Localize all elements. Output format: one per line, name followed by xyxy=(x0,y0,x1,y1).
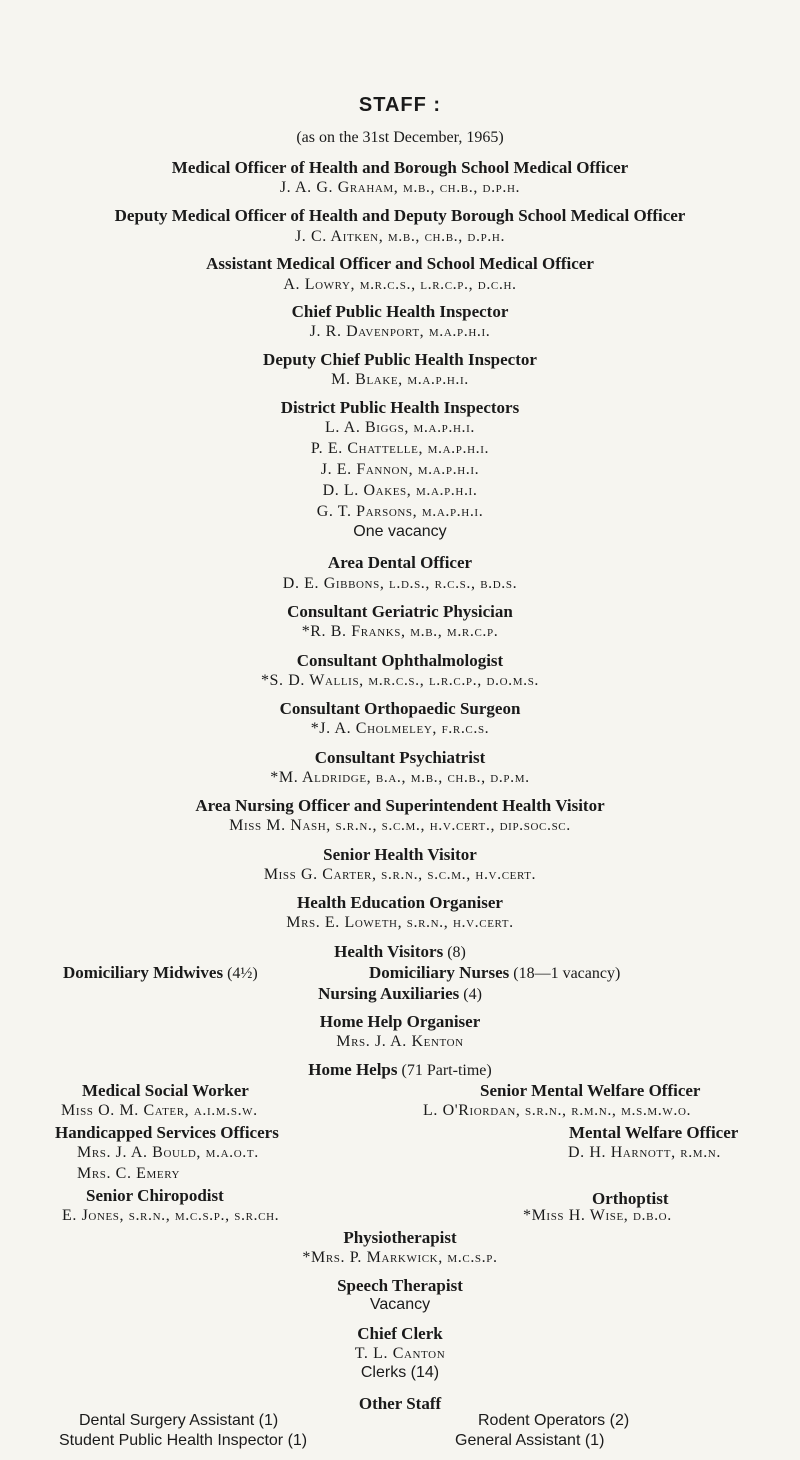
nursing-aux-label: Nursing Auxiliaries xyxy=(318,984,460,1003)
district-phi-name: P. E. Chattelle, m.a.p.h.i. xyxy=(310,440,490,457)
med-social-heading: Medical Social Worker xyxy=(82,1081,249,1100)
home-help-org-heading: Home Help Organiser xyxy=(319,1012,481,1031)
health-ed-heading: Health Education Organiser xyxy=(297,893,503,912)
page-title: STAFF : xyxy=(358,94,442,116)
dom-nurses-label: Domiciliary Nurses xyxy=(369,963,510,982)
assistant-mo-heading: Assistant Medical Officer and School Medical Officer xyxy=(206,254,594,273)
health-visitors-label: Health Visitors xyxy=(334,942,444,961)
chief-phi-name: J. R. Davenport, m.a.p.h.i. xyxy=(309,323,491,340)
deputy-chief-phi-heading: Deputy Chief Public Health Inspector xyxy=(263,350,537,369)
nursing-aux-count: (4) xyxy=(463,986,482,1003)
other-staff-heading: Other Staff xyxy=(358,1394,442,1413)
senior-hv-heading: Senior Health Visitor xyxy=(323,845,477,864)
chiropodist-name: E. Jones, s.r.n., m.c.s.p., s.r.ch. xyxy=(62,1207,280,1224)
orthopaedic-heading: Consultant Orthopaedic Surgeon xyxy=(279,699,521,718)
chief-phi-heading: Chief Public Health Inspector xyxy=(291,302,509,321)
orthoptist-heading: Orthoptist xyxy=(592,1189,669,1208)
home-helps-line xyxy=(0,1060,800,1080)
psychiatrist-heading: Consultant Psychiatrist xyxy=(314,748,486,767)
senior-mwo-name: L. O'Riordan, s.r.n., r.m.n., m.s.m.w.o. xyxy=(423,1102,692,1119)
moh-heading: Medical Officer of Health and Borough School Medical Officer xyxy=(171,158,629,177)
psychiatrist-name: *M. Aldridge, b.a., m.b., ch.b., d.p.m. xyxy=(270,769,530,786)
student-line: Student Public Health Inspector (1) xyxy=(59,1432,308,1449)
handicapped-name: Mrs. C. Emery xyxy=(77,1165,181,1182)
rodent-line: Rodent Operators (2) xyxy=(478,1412,630,1429)
mwo-name: D. H. Harnott, r.m.n. xyxy=(568,1144,721,1161)
deputy-chief-phi-name: M. Blake, m.a.p.h.i. xyxy=(331,371,469,388)
orthopaedic-name: *J. A. Cholmeley, f.r.c.s. xyxy=(310,720,490,737)
district-phi-name: G. T. Parsons, m.a.p.h.i. xyxy=(316,503,484,520)
midwives-label: Domiciliary Midwives xyxy=(63,963,224,982)
chiropodist-heading: Senior Chiropodist xyxy=(86,1186,224,1205)
home-help-org-name: Mrs. J. A. Kenton xyxy=(336,1033,464,1050)
nursing-aux-line xyxy=(0,984,800,1004)
handicapped-name: Mrs. J. A. Bould, m.a.o.t. xyxy=(77,1144,259,1161)
dental-asst-line: Dental Surgery Assistant (1) xyxy=(79,1412,279,1429)
midwives-line xyxy=(63,963,258,983)
health-ed-name: Mrs. E. Loweth, s.r.n., h.v.cert. xyxy=(286,914,514,931)
senior-mwo-heading: Senior Mental Welfare Officer xyxy=(480,1081,701,1100)
med-social-name: Miss O. M. Cater, a.i.m.s.w. xyxy=(61,1102,258,1119)
geriatric-name: *R. B. Franks, m.b., m.r.c.p. xyxy=(301,623,499,640)
orthoptist-name: *Miss H. Wise, d.b.o. xyxy=(523,1207,672,1224)
ophthalmologist-name: *S. D. Wallis, m.r.c.s., l.r.c.p., d.o.m.s. xyxy=(260,672,540,689)
chief-clerk-heading: Chief Clerk xyxy=(357,1324,443,1343)
area-dental-name: D. E. Gibbons, l.d.s., r.c.s., b.d.s. xyxy=(282,575,518,592)
district-phi-name: D. L. Oakes, m.a.p.h.i. xyxy=(322,482,478,499)
chief-clerk-name: T. L. Canton xyxy=(354,1345,446,1362)
area-nursing-name: Miss M. Nash, s.r.n., s.c.m., h.v.cert., dip.soc.sc. xyxy=(229,817,571,834)
speech-heading: Speech Therapist xyxy=(337,1276,463,1295)
dom-nurses-line xyxy=(369,963,620,983)
clerks-line: Clerks (14) xyxy=(360,1364,440,1381)
home-helps-count: (71 Part-time) xyxy=(401,1062,492,1079)
district-phi-vacancy: One vacancy xyxy=(353,523,447,540)
general-line: General Assistant (1) xyxy=(455,1432,605,1449)
district-phi-name: J. E. Fannon, m.a.p.h.i. xyxy=(320,461,480,478)
physio-heading: Physiotherapist xyxy=(343,1228,457,1247)
dom-nurses-count: (18—1 vacancy) xyxy=(513,965,621,982)
handicapped-heading: Handicapped Services Officers xyxy=(55,1123,279,1142)
mwo-heading: Mental Welfare Officer xyxy=(569,1123,739,1142)
speech-name: Vacancy xyxy=(369,1296,431,1313)
home-helps-label: Home Helps xyxy=(308,1060,398,1079)
geriatric-heading: Consultant Geriatric Physician xyxy=(287,602,513,621)
deputy-moh-name: J. C. Aitken, m.b., ch.b., d.p.h. xyxy=(294,228,506,245)
district-phi-heading: District Public Health Inspectors xyxy=(280,398,520,417)
area-dental-heading: Area Dental Officer xyxy=(327,553,473,572)
moh-name: J. A. G. Graham, m.b., ch.b., d.p.h. xyxy=(279,179,521,196)
health-visitors-line xyxy=(0,942,800,962)
health-visitors-count: (8) xyxy=(447,944,466,961)
deputy-moh-heading: Deputy Medical Officer of Health and Deputy Borough School Medical Officer xyxy=(114,206,686,225)
physio-name: *Mrs. P. Markwick, m.c.s.p. xyxy=(302,1249,498,1266)
assistant-mo-name: A. Lowry, m.r.c.s., l.r.c.p., d.c.h. xyxy=(283,276,517,293)
midwives-count: (4½) xyxy=(227,965,258,982)
ophthalmologist-heading: Consultant Ophthalmologist xyxy=(296,651,504,670)
senior-hv-name: Miss G. Carter, s.r.n., s.c.m., h.v.cert. xyxy=(263,866,537,883)
date-note: (as on the 31st December, 1965) xyxy=(296,129,504,146)
district-phi-name: L. A. Biggs, m.a.p.h.i. xyxy=(324,419,476,436)
area-nursing-heading: Area Nursing Officer and Superintendent Health Visitor xyxy=(195,796,605,815)
